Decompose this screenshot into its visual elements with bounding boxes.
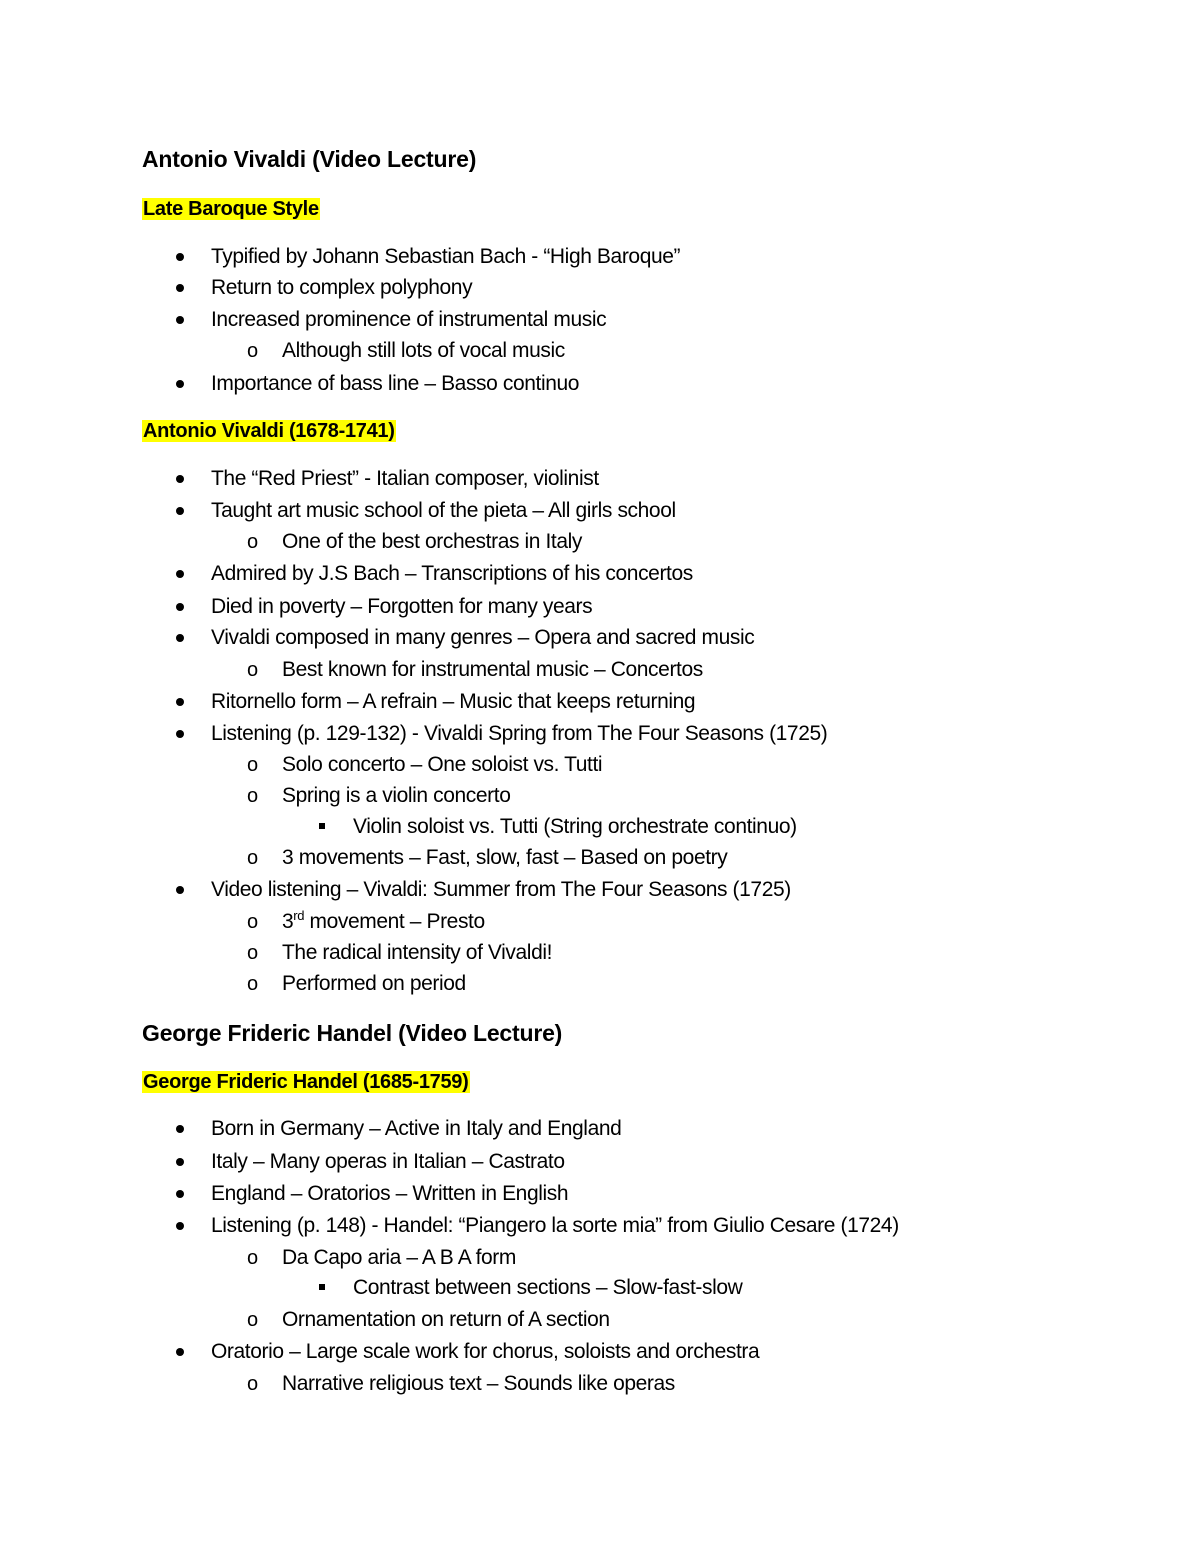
list-item: Although still lots of vocal music (282, 339, 565, 362)
bullet-icon (176, 475, 184, 483)
item-text: movement – Presto (304, 910, 485, 933)
list-item: Violin soloist vs. Tutti (String orchestrate continuo) (353, 815, 797, 838)
bullet-icon (176, 1158, 184, 1166)
square-bullet-icon (319, 823, 325, 829)
ordinal-number: 3 (282, 910, 294, 933)
bullet-icon (176, 634, 184, 642)
list-item: Video listening – Vivaldi: Summer from The Four Seasons (1725) (211, 878, 791, 901)
bullet-icon (176, 886, 184, 894)
circle-bullet-icon: o (247, 911, 259, 933)
bullet-icon (176, 1125, 184, 1133)
bullet-icon (176, 507, 184, 515)
list-item: England – Oratorios – Written in English (211, 1182, 569, 1205)
circle-bullet-icon: o (247, 1309, 259, 1331)
list-item: Oratorio – Large scale work for chorus, soloists and orchestra (211, 1340, 760, 1363)
bullet-icon (176, 1190, 184, 1198)
subheading-handel-dates (142, 1069, 470, 1095)
bullet-icon (176, 316, 184, 324)
circle-bullet-icon: o (247, 847, 259, 869)
list-item (282, 909, 485, 935)
square-bullet-icon (319, 1284, 325, 1290)
circle-bullet-icon: o (247, 531, 259, 553)
list-item: Contrast between sections – Slow-fast-slow (353, 1276, 743, 1299)
list-item: Typified by Johann Sebastian Bach - “High Baroque” (211, 245, 681, 268)
bullet-icon (176, 1222, 184, 1230)
circle-bullet-icon: o (247, 1247, 259, 1269)
list-item: Taught art music school of the pieta – All girls school (211, 499, 676, 522)
list-item: Vivaldi composed in many genres – Opera and sacred music (211, 626, 755, 649)
bullet-icon (176, 253, 184, 261)
list-item: Da Capo aria – A B A form (282, 1246, 516, 1269)
list-item: The radical intensity of Vivaldi! (282, 941, 553, 964)
circle-bullet-icon: o (247, 942, 259, 964)
list-item: Return to complex polyphony (211, 276, 473, 299)
bullet-icon (176, 730, 184, 738)
bullet-icon (176, 380, 184, 388)
list-item: Listening (p. 148) - Handel: “Piangero la sorte mia” from Giulio Cesare (1724) (211, 1214, 899, 1237)
list-item: Listening (p. 129-132) - Vivaldi Spring from The Four Seasons (1725) (211, 722, 828, 745)
list-item: The “Red Priest” - Italian composer, violinist (211, 467, 599, 490)
section-title-vivaldi: Antonio Vivaldi (Video Lecture) (142, 146, 477, 172)
list-item: Admired by J.S Bach – Transcriptions of his concertos (211, 562, 693, 585)
circle-bullet-icon: o (247, 754, 259, 776)
bullet-icon (176, 698, 184, 706)
highlight: Antonio Vivaldi (1678-1741) (143, 420, 395, 442)
bullet-icon (176, 603, 184, 611)
list-item: Italy – Many operas in Italian – Castrato (211, 1150, 565, 1173)
list-item: Ritornello form – A refrain – Music that keeps returning (211, 690, 696, 713)
subheading-vivaldi-dates (142, 418, 396, 444)
list-item: Solo concerto – One soloist vs. Tutti (282, 753, 603, 776)
circle-bullet-icon: o (247, 340, 259, 362)
list-item: One of the best orchestras in Italy (282, 530, 582, 553)
list-item: Performed on period (282, 972, 466, 995)
ordinal-suffix: rd (293, 908, 305, 923)
list-item: Died in poverty – Forgotten for many years (211, 595, 593, 618)
section-title-handel: George Frideric Handel (Video Lecture) (142, 1020, 563, 1046)
list-item: Best known for instrumental music – Concertos (282, 658, 703, 681)
circle-bullet-icon: o (247, 1373, 259, 1395)
list-item: 3 movements – Fast, slow, fast – Based on poetry (282, 846, 728, 869)
highlight: George Frideric Handel (1685-1759) (143, 1071, 469, 1093)
bullet-icon (176, 1348, 184, 1356)
list-item: Spring is a violin concerto (282, 784, 511, 807)
list-item: Born in Germany – Active in Italy and England (211, 1117, 622, 1140)
bullet-icon (176, 570, 184, 578)
circle-bullet-icon: o (247, 785, 259, 807)
highlight: Late Baroque Style (143, 198, 319, 220)
circle-bullet-icon: o (247, 973, 259, 995)
list-item: Importance of bass line – Basso continuo (211, 372, 580, 395)
circle-bullet-icon: o (247, 659, 259, 681)
bullet-icon (176, 284, 184, 292)
list-item: Increased prominence of instrumental music (211, 308, 607, 331)
list-item: Ornamentation on return of A section (282, 1308, 610, 1331)
list-item: Narrative religious text – Sounds like operas (282, 1372, 675, 1395)
subheading-late-baroque (142, 196, 320, 222)
